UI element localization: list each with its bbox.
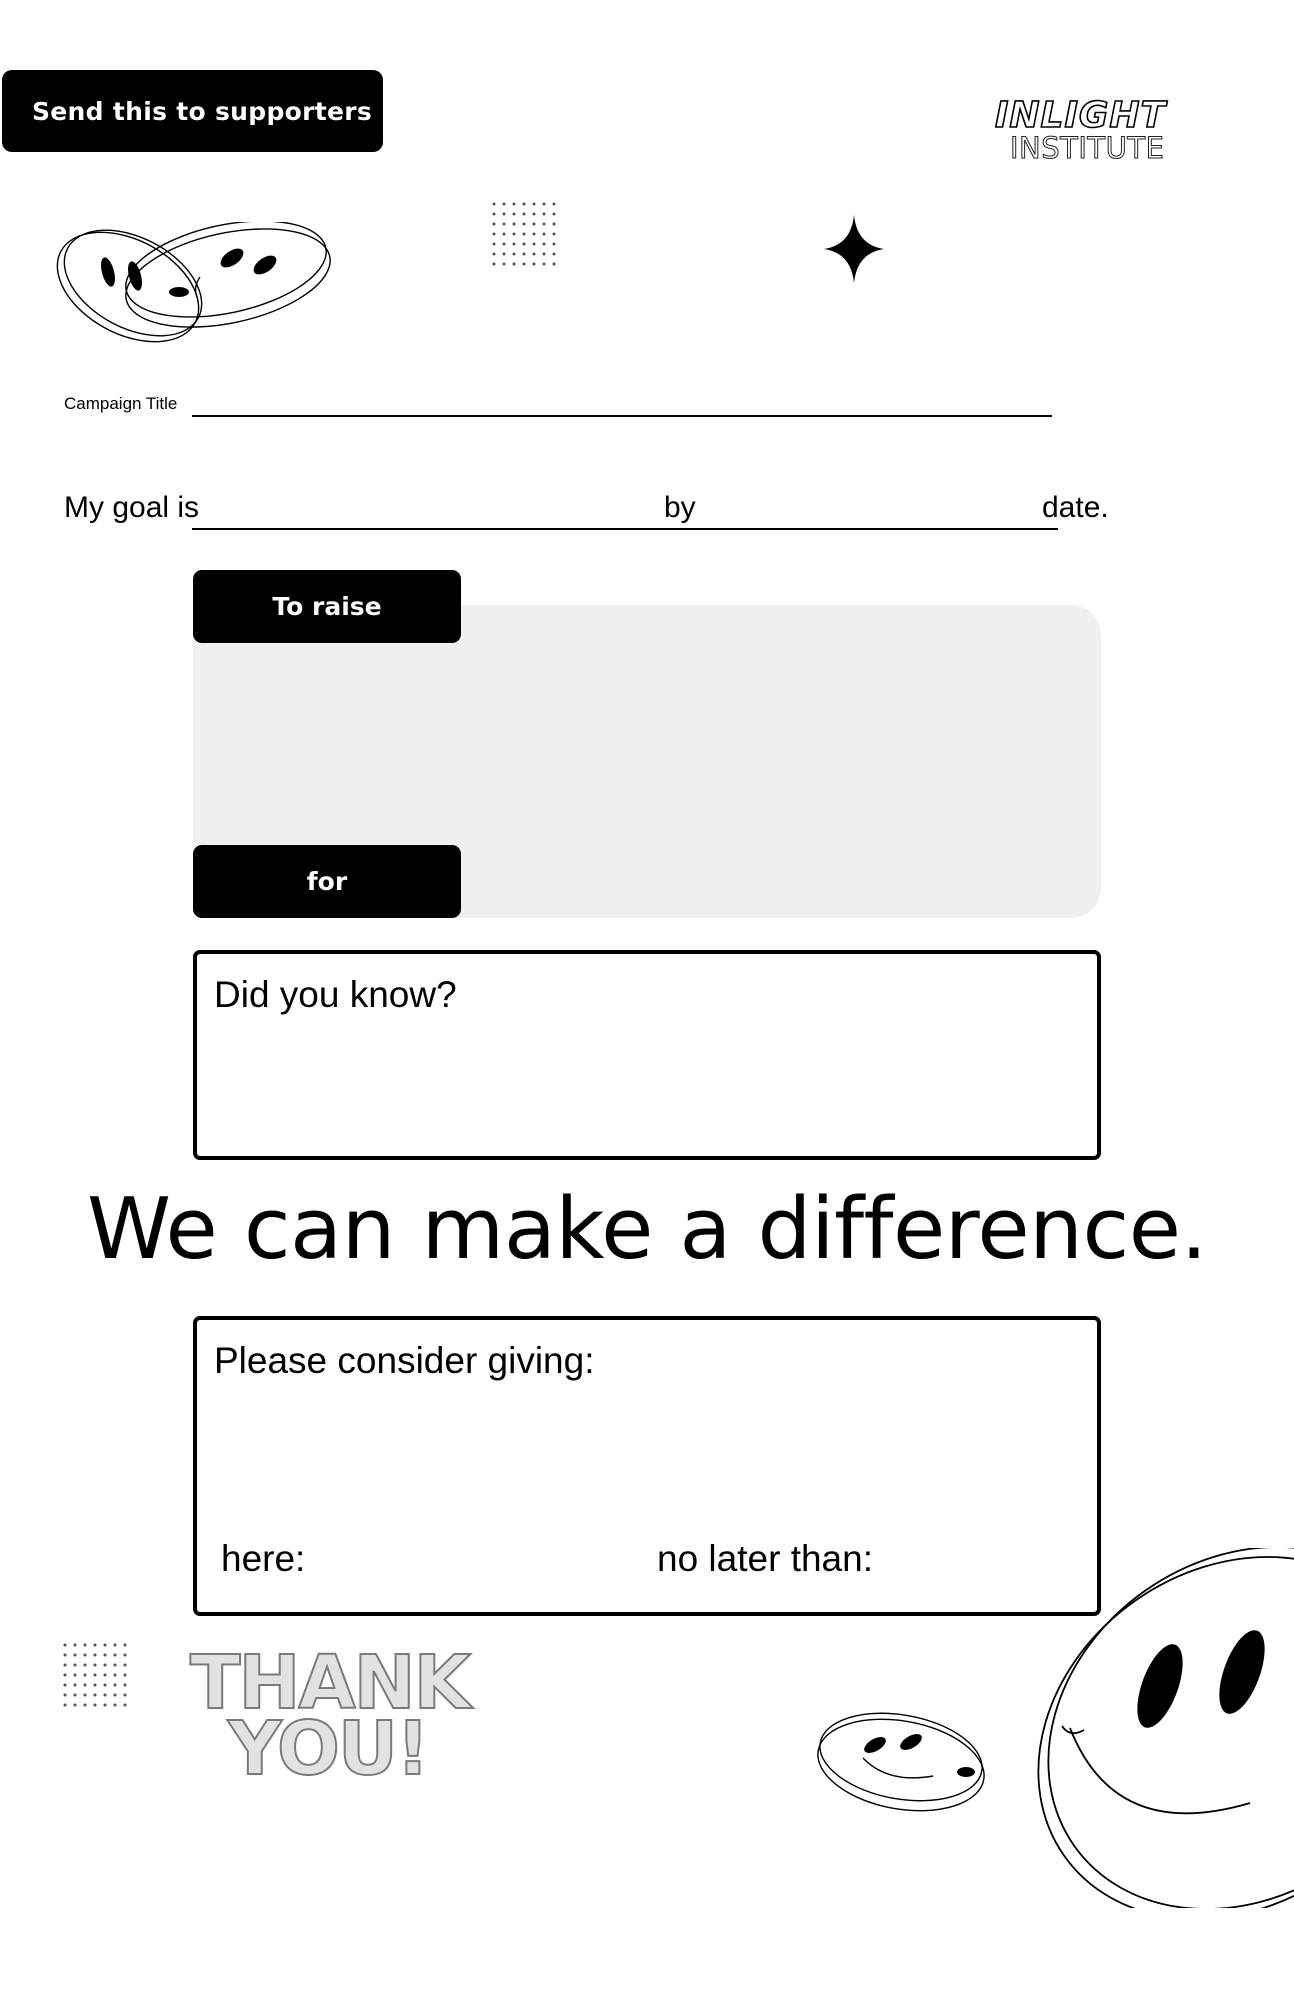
giving-deadline-label: no later than: (657, 1538, 873, 1579)
giving-box (193, 1316, 1101, 1616)
did-you-know-title: Did you know? (214, 974, 457, 1015)
campaign-title-label: Campaign Title (64, 394, 178, 413)
thank-you-line1: THANK (190, 1640, 469, 1726)
send-to-supporters-button[interactable]: Send this to supporters (2, 70, 383, 152)
giving-title: Please consider giving: (214, 1340, 595, 1381)
goal-by-text: by (664, 491, 696, 524)
to-raise-label: To raise (193, 570, 461, 643)
thank-you-line2: YOU! (228, 1706, 428, 1792)
campaign-title-field[interactable] (192, 415, 1052, 417)
dot-grid-icon (63, 1643, 135, 1709)
smiley-coin-icon (815, 1710, 990, 1815)
goal-field[interactable] (192, 528, 1058, 530)
goal-suffix-text: date. (1042, 491, 1109, 524)
for-label: for (193, 845, 461, 918)
headline: We can make a difference. (86, 1180, 1208, 1279)
inlight-institute-logo (995, 95, 1167, 165)
logo-line1: INLIGHT (995, 95, 1167, 136)
did-you-know-box (193, 950, 1101, 1160)
goal-prefix-text: My goal is (64, 491, 200, 524)
sparkle-star-icon (824, 215, 884, 283)
dot-grid-icon (492, 202, 564, 270)
giving-here-label: here: (221, 1538, 306, 1579)
smiley-coin-icon (1010, 1548, 1294, 1908)
smiley-coin-icon (50, 222, 340, 357)
logo-line2: INSTITUTE (1010, 131, 1165, 165)
